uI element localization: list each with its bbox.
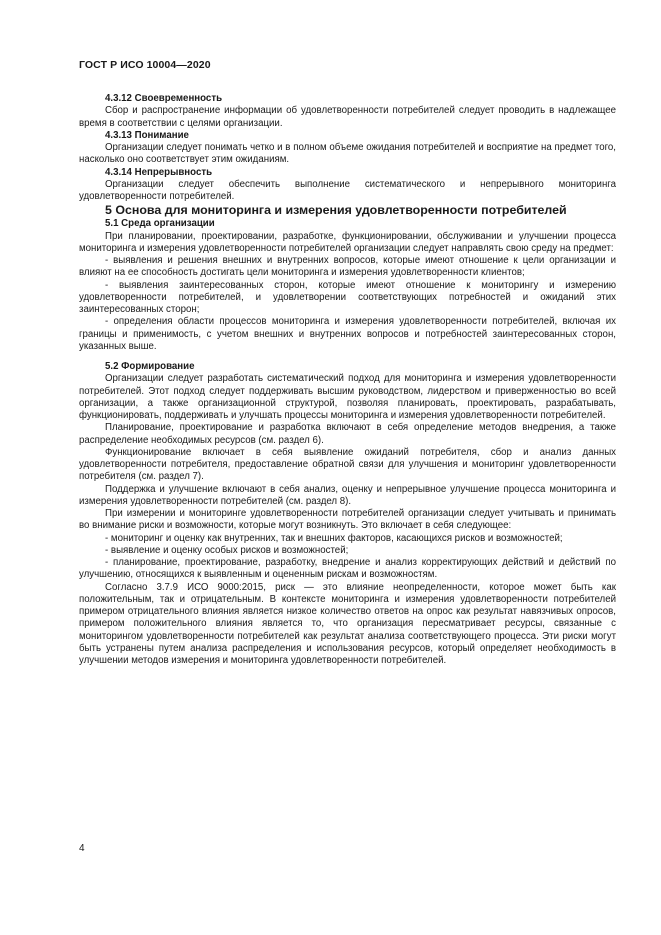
- clause-heading-4-3-12: 4.3.12 Своевременность: [105, 93, 223, 104]
- paragraph: Согласно 3.7.9 ИСО 9000:2015, риск — это влияние неопределенности, которое может быть как положительным, так и отрицательным. В контексте мониторинга и измерения удовлетворенности потребителей примером отрицательного влияния является низкое количество ответов на опрос как результат навязчивых опросов, примером положительного влияния является то, что организация пересматривает ресурсы, связанные с мониторингом удовлетворенности потребителей как результат анализа соответствующего процесса. Эти риски могут быть устранены путем анализа распределения и использования ресурсов, который определяет необходимость в улучшении методов измерения и мониторинга удовлетворенности потребителей.: [79, 581, 616, 666]
- list-item: - выявления и решения внешних и внутренних вопросов, которые имеют отношение к цели организации и влияют на ее способность достигать цели мониторинга и измерения удовлетворенности клиентов;: [79, 255, 616, 279]
- subsection-5-1-heading: 5.1 Среда организации: [105, 218, 215, 230]
- paragraph: Функционирование включает в себя выявление ожиданий потребителя, сбор и анализ данных удовлетворенности потребителя, предоставление обратной связи для улучшения и мониторинг удовлетворенности потребителя (см. раздел 7).: [79, 446, 616, 483]
- clause-text-4-3-14: Организации следует обеспечить выполнение систематического и непрерывного мониторинга удовлетворенности потребителей.: [79, 178, 616, 202]
- paragraph: При измерении и мониторинге удовлетворенности потребителей организации следует учитывать и принимать во внимание риски и возможности, которые могут возникнуть. Это включает в себя следующее:: [79, 508, 616, 532]
- section-5-title: 5 Основа для мониторинга и измерения удовлетворенности потребителей: [105, 203, 567, 218]
- list-item: - выявления заинтересованных сторон, которые имеют отношение к мониторингу и измерению удовлетворенности потребителей, и удовлетворении соответствующих потребностей и ожиданий этих заинтересованных сторон;: [79, 279, 616, 315]
- clause-heading-4-3-14: 4.3.14 Непрерывность: [105, 166, 213, 178]
- clause-text-4-3-13: Организации следует понимать четко и в полном объеме ожидания потребителей и восприятие на предмет того, насколько оно соответствует этим ожиданиям.: [79, 142, 616, 166]
- page-number: 4: [79, 843, 85, 854]
- subsection-5-2-heading: 5.2 Формирование: [105, 361, 195, 372]
- list-item: - выявление и оценку особых рисков и возможностей;: [105, 544, 349, 556]
- clause-text-4-3-12: Сбор и распространение информации об удовлетворенности потребителей следует проводить в надлежащее время в соответствии с целями организации.: [79, 105, 616, 129]
- list-item: - планирование, проектирование, разработку, внедрение и анализ корректирующих действий и действий по улучшению, относящихся к выявленным и оцененным рискам и возможностям.: [79, 557, 616, 581]
- paragraph: Планирование, проектирование и разработка включают в себя определение методов внедрения, а также распределение необходимых ресурсов (см. раздел 6).: [79, 422, 616, 446]
- subsection-5-1-intro: При планировании, проектировании, разработке, функционировании, обслуживании и улучшении процесса мониторинга и измерения удовлетворенности потребителей организации следует направлять свою среду на предмет:: [79, 230, 616, 254]
- list-item: - мониторинг и оценку как внутренних, так и внешних факторов, касающихся рисков и возможностей;: [105, 532, 563, 544]
- document-header: ГОСТ Р ИСО 10004—2020: [79, 59, 211, 71]
- clause-heading-4-3-13: 4.3.13 Понимание: [105, 129, 189, 141]
- paragraph: Поддержка и улучшение включают в себя анализ, оценку и непрерывное улучшение процесса мониторинга и измерения удовлетворенности потребителей (см. раздел 8).: [79, 483, 616, 507]
- list-item: - определения области процессов мониторинга и измерения удовлетворенности потребителей, включая их границы и применимость, с учетом внешних и внутренних вопросов и потребностей заинтересованных сторон, указанных выше.: [79, 316, 616, 352]
- paragraph: Организации следует разработать систематический подход для мониторинга и измерения удовлетворенности потребителей. Этот подход следует поддерживать высшим руководством, лидерством и приверженностью во всей организации, а также организационной структурой, позволяя планировать, проектировать, разрабатывать, функционировать, поддерживать и улучшать процессы мониторинга и измерения удовлетворенности потребителей.: [79, 373, 616, 421]
- page-content: [79, 93, 616, 667]
